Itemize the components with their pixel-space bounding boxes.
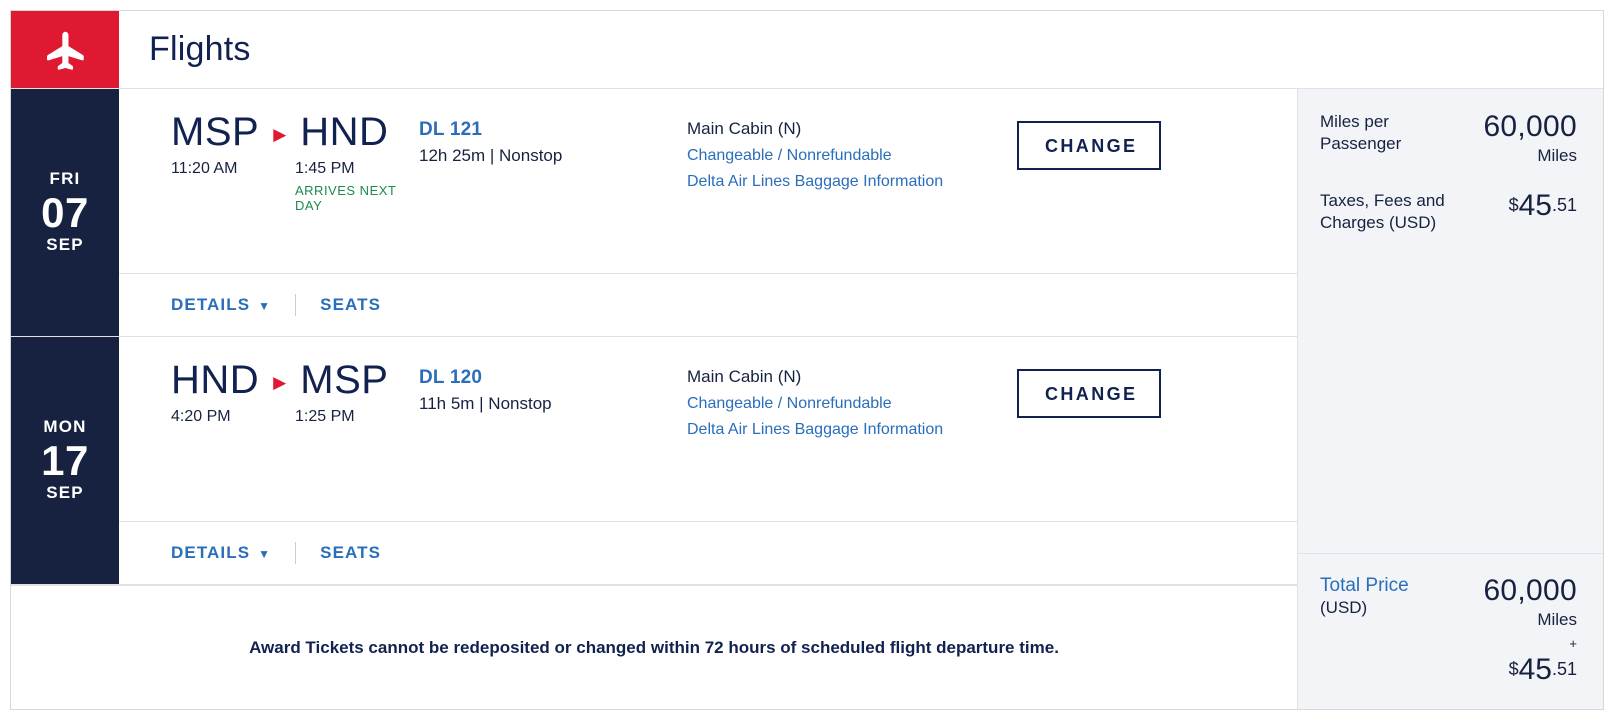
route-times — [171, 160, 419, 213]
depart-block — [171, 160, 295, 213]
taxes-value-block — [1509, 190, 1577, 222]
fare-block — [687, 359, 1017, 439]
details-toggle[interactable] — [171, 543, 271, 563]
airplane-icon — [11, 11, 119, 88]
arrow-right-icon: ▶ — [273, 124, 287, 144]
fare-block — [687, 111, 1017, 191]
total-money — [1483, 653, 1577, 687]
miles-value: 60,000 — [1483, 110, 1577, 143]
flight-number-block — [419, 111, 687, 166]
baggage-information-link[interactable]: Delta Air Lines Baggage Information — [687, 173, 944, 190]
fare-rules-link[interactable]: Changeable / Nonrefundable — [687, 147, 892, 164]
total-miles-unit: Miles — [1537, 610, 1577, 629]
origin-code: HND — [171, 358, 260, 402]
chevron-down-icon: ▼ — [258, 299, 272, 313]
seats-link[interactable]: SEATS — [320, 543, 382, 562]
flight-row — [11, 89, 1297, 337]
fare-rules-link[interactable]: Changeable / Nonrefundable — [687, 395, 892, 412]
route-times — [171, 408, 419, 431]
origin-code: MSP — [171, 110, 260, 154]
flight-duration: 12h 25m | Nonstop — [419, 146, 563, 165]
arrive-time: 1:45 PM — [295, 160, 355, 177]
date-day-number: 17 — [41, 436, 89, 484]
itinerary-card — [10, 10, 1604, 710]
flight-details — [119, 337, 1297, 584]
cabin-class: Main Cabin (N) — [687, 367, 802, 386]
page-body — [11, 89, 1603, 709]
date-day-of-week: MON — [43, 417, 87, 437]
taxes-label: Taxes, Fees and Charges (USD) — [1320, 191, 1445, 233]
miles-value-block — [1483, 111, 1577, 164]
total-miles: 60,000 — [1483, 574, 1577, 607]
total-price-label-block — [1320, 574, 1409, 618]
date-day-of-week: FRI — [49, 169, 81, 189]
total-price-row — [1298, 554, 1603, 709]
miles-unit: Miles — [1537, 145, 1577, 165]
arrive-time: 1:25 PM — [295, 408, 355, 425]
change-button-wrap — [1017, 359, 1297, 418]
total-price-currency-label: (USD) — [1320, 597, 1368, 617]
depart-time: 4:20 PM — [171, 408, 231, 425]
actions-divider — [295, 542, 296, 564]
flight-duration: 11h 5m | Nonstop — [419, 394, 552, 413]
details-toggle[interactable] — [171, 295, 271, 315]
flight-details — [119, 89, 1297, 336]
plus-sign: + — [1569, 636, 1577, 651]
arrive-block — [295, 408, 419, 431]
chevron-down-icon: ▼ — [258, 547, 272, 561]
date-day-number: 07 — [41, 188, 89, 236]
details-label: DETAILS — [171, 543, 251, 562]
taxes-currency: $ — [1508, 195, 1519, 216]
flight-row — [11, 337, 1297, 585]
total-price-value-block — [1483, 574, 1577, 687]
award-ticket-note-text: Award Tickets cannot be redeposited or changed within 72 hours of scheduled flight departure time. — [249, 637, 1059, 657]
cabin-class: Main Cabin (N) — [687, 119, 802, 138]
date-month: SEP — [46, 235, 84, 255]
total-cents: .51 — [1551, 659, 1577, 679]
flight-main — [119, 89, 1297, 274]
miles-row — [1320, 111, 1577, 164]
award-ticket-note — [11, 585, 1297, 709]
total-price-label: Total Price — [1320, 575, 1409, 596]
actions-divider — [295, 294, 296, 316]
route-codes — [171, 111, 419, 153]
seats-link[interactable]: SEATS — [320, 295, 382, 314]
route-block — [119, 359, 419, 431]
taxes-row — [1320, 190, 1577, 234]
arrive-block — [295, 160, 419, 213]
price-summary-details — [1298, 89, 1603, 554]
page-title: Flights — [149, 30, 251, 68]
flights-column — [11, 89, 1297, 709]
miles-label: Miles per Passenger — [1320, 112, 1402, 154]
change-button[interactable]: CHANGE — [1017, 369, 1161, 418]
date-month: SEP — [46, 483, 84, 503]
flight-number-block — [419, 359, 687, 414]
arrives-next-day-note: ARRIVES NEXT DAY — [295, 183, 397, 213]
taxes-cents: .51 — [1551, 195, 1577, 216]
price-summary — [1297, 89, 1603, 709]
arrow-right-icon: ▶ — [273, 372, 287, 392]
flight-number[interactable]: DL 120 — [419, 367, 483, 388]
flight-date-badge — [11, 337, 119, 584]
flight-number[interactable]: DL 121 — [419, 119, 483, 140]
baggage-information-link[interactable]: Delta Air Lines Baggage Information — [687, 421, 944, 438]
flight-main — [119, 337, 1297, 522]
change-button-wrap — [1017, 111, 1297, 170]
destination-code: HND — [300, 110, 389, 154]
details-label: DETAILS — [171, 295, 251, 314]
total-amount: 45 — [1518, 653, 1552, 686]
depart-block — [171, 408, 295, 431]
page-header — [11, 11, 1603, 89]
flight-date-badge — [11, 89, 119, 336]
route-codes — [171, 359, 419, 401]
depart-time: 11:20 AM — [171, 160, 238, 177]
change-button[interactable]: CHANGE — [1017, 121, 1161, 170]
flight-actions — [119, 522, 1297, 584]
route-block — [119, 111, 419, 213]
taxes-amount: 45 — [1518, 189, 1552, 223]
taxes-value — [1509, 190, 1577, 222]
total-currency: $ — [1508, 659, 1519, 679]
destination-code: MSP — [300, 358, 389, 402]
flight-actions — [119, 274, 1297, 336]
